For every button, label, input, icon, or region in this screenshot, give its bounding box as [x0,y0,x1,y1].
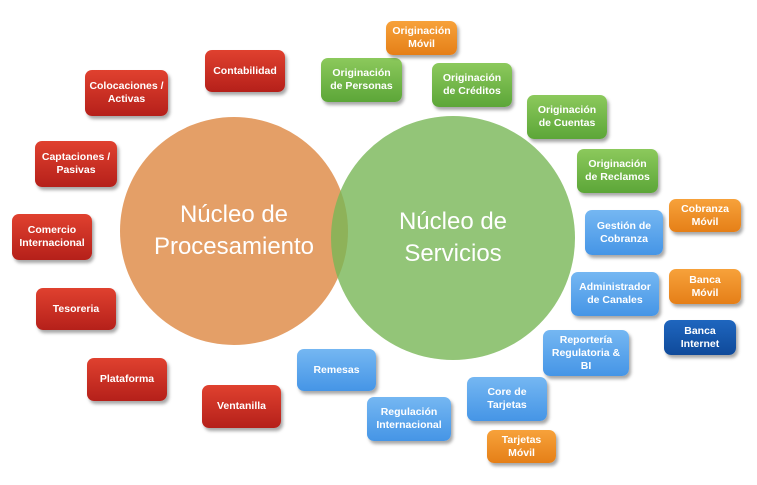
box-core-tarjetas: Core de Tarjetas [467,377,547,421]
box-regulacion-internacional: Regulación Internacional [367,397,451,441]
box-colocaciones: Colocaciones / Activas [85,70,168,116]
box-plataforma: Plataforma [87,358,167,401]
box-cobranza-movil: Cobranza Móvil [669,199,741,232]
box-tarjetas-movil: Tarjetas Móvil [487,430,556,463]
box-contabilidad: Contabilidad [205,50,285,92]
procesamiento-circle-label: Núcleo de Procesamiento [153,201,315,260]
box-banca-movil: Banca Móvil [669,269,741,304]
box-remesas: Remesas [297,349,376,391]
box-reporteria: Reportería Regulatoria & BI [543,330,629,376]
box-captaciones: Captaciones / Pasivas [35,141,117,187]
box-originacion-cuentas: Originación de Cuentas [527,95,607,139]
box-tesoreria: Tesoreria [36,288,116,330]
box-gestion-cobranza: Gestión de Cobranza [585,210,663,255]
box-administrador-canales: Administrador de Canales [571,272,659,316]
box-originacion-movil: Originación Móvil [386,21,457,55]
box-ventanilla: Ventanilla [202,385,281,428]
box-originacion-reclamos: Originación de Reclamos [577,149,658,193]
box-comercio-internacional: Comercio Internacional [12,214,92,260]
box-banca-internet: Banca Internet [664,320,736,355]
box-originacion-creditos: Originación de Créditos [432,63,512,107]
servicios-circle-label: Núcleo de Servicios [398,208,508,267]
box-originacion-personas: Originación de Personas [321,58,402,102]
